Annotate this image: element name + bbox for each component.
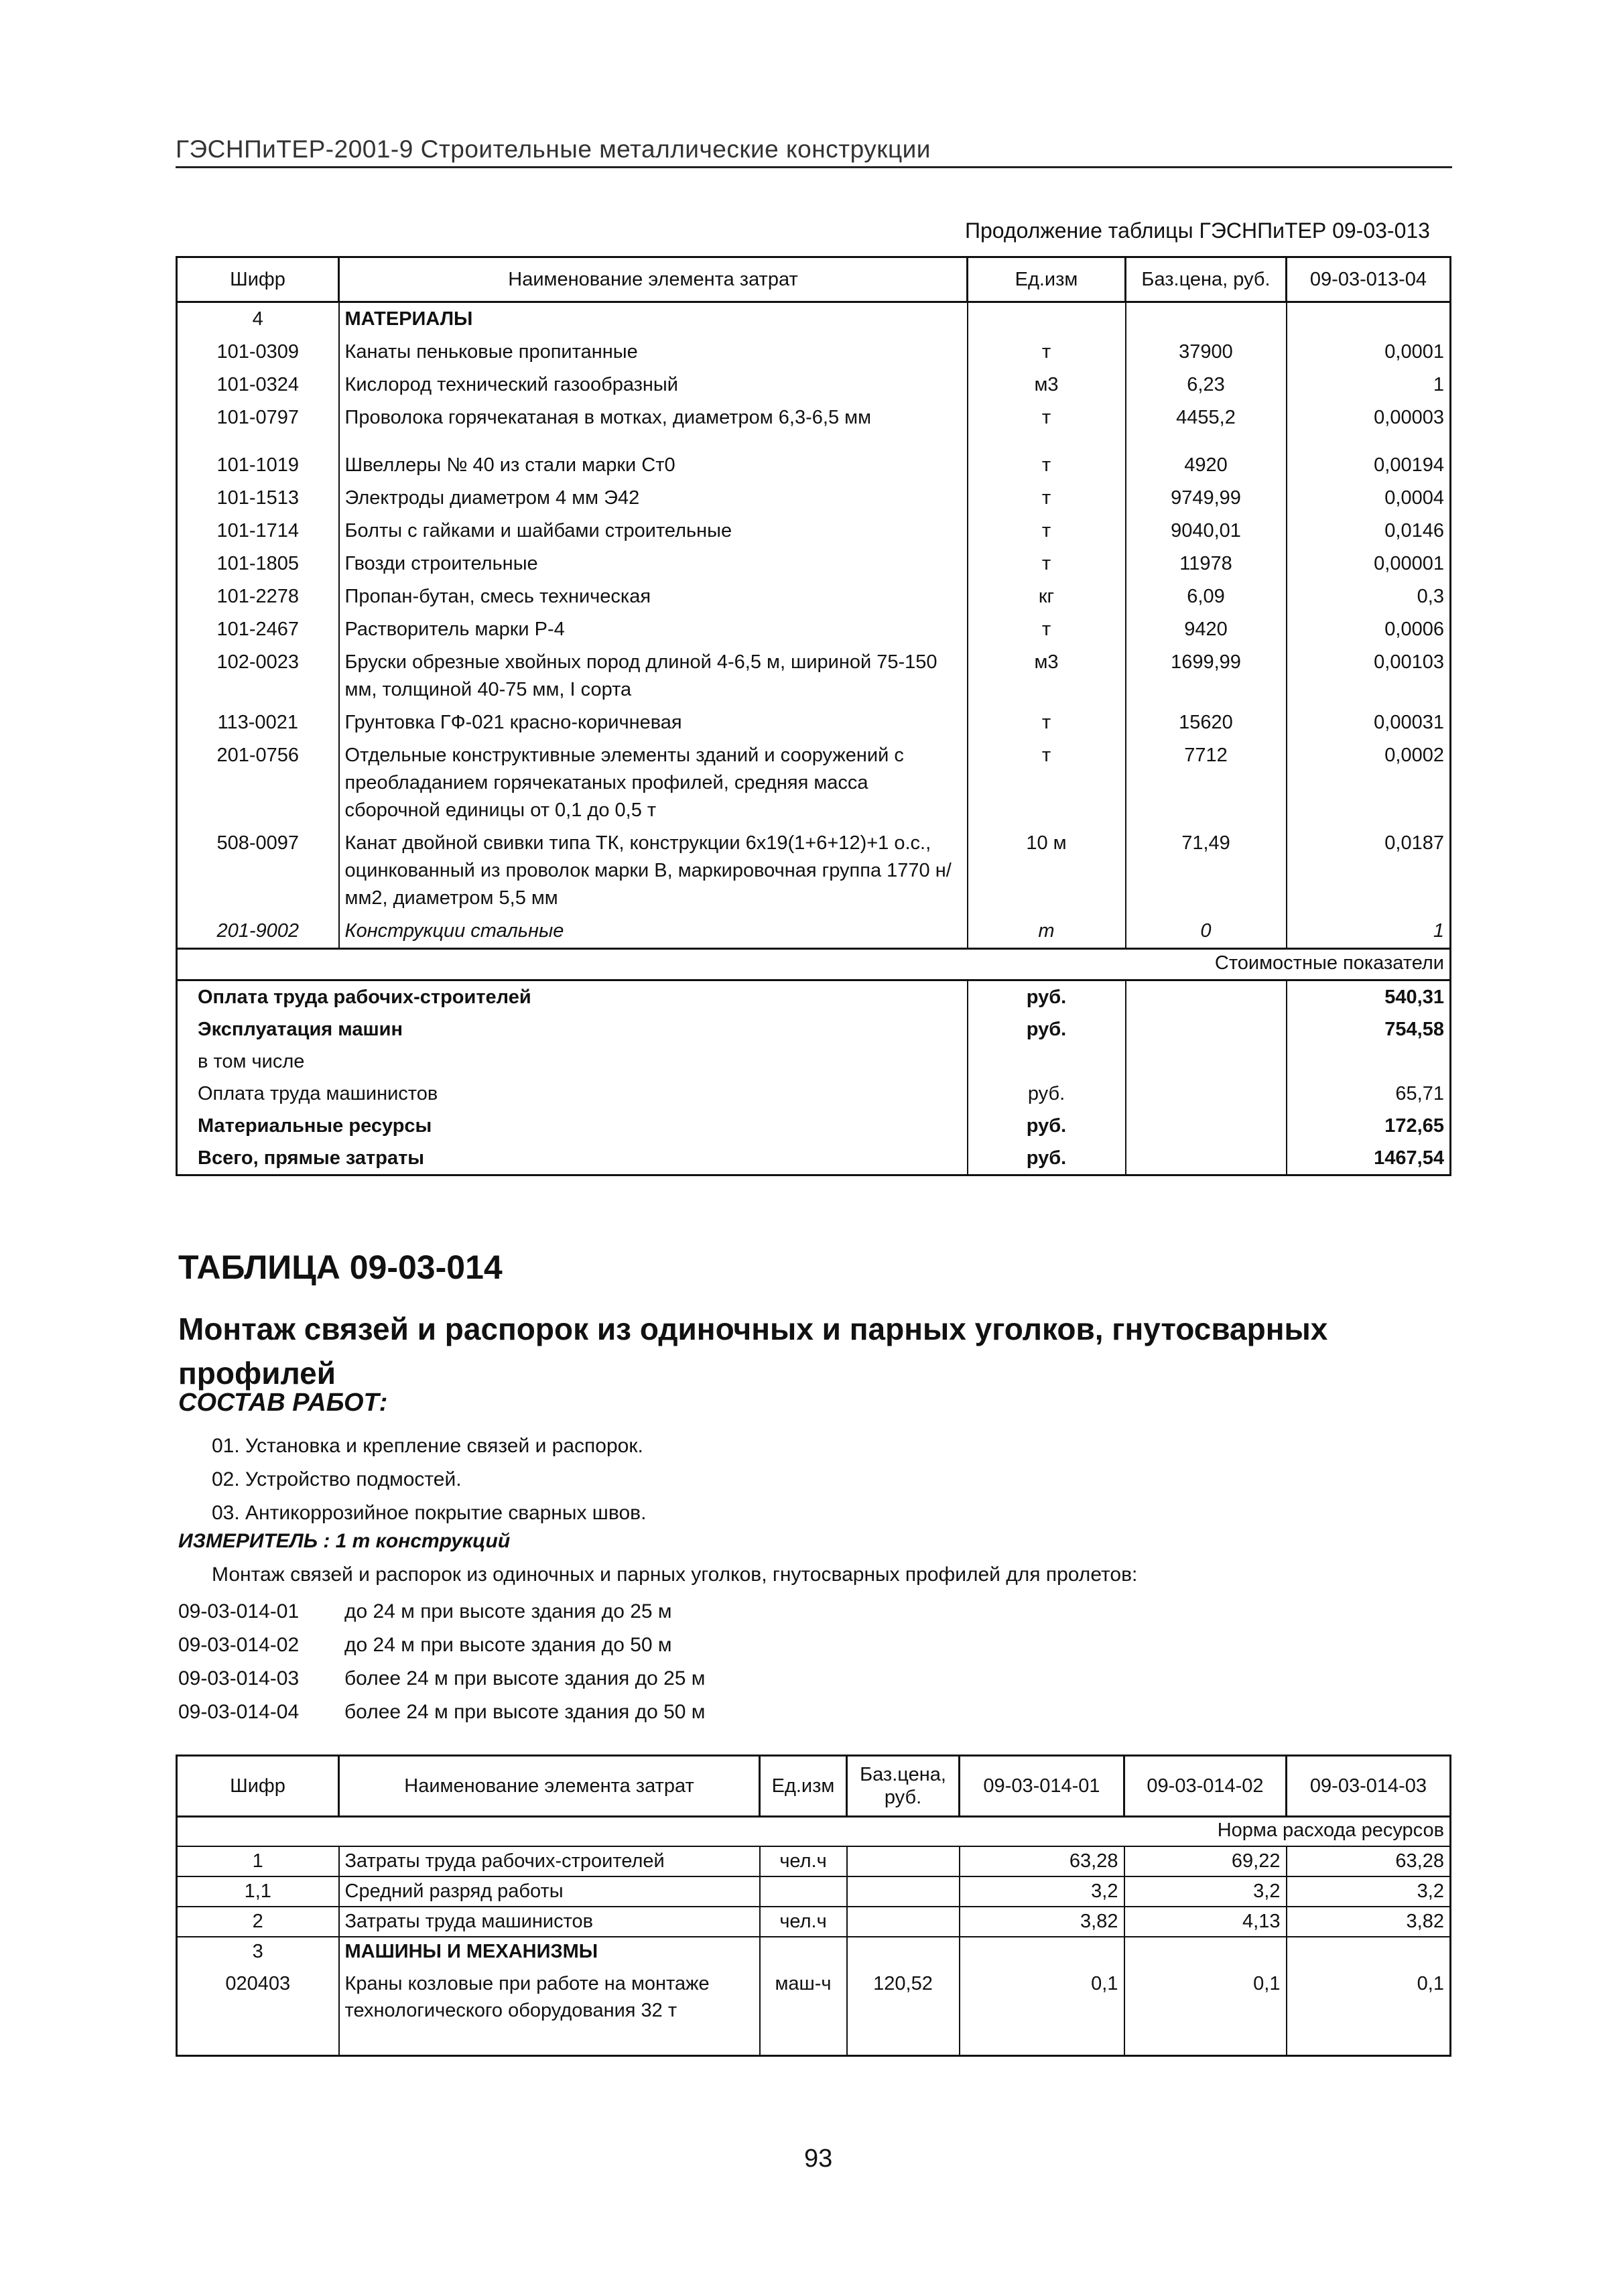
- value-cell: 3,2: [1124, 1876, 1287, 1907]
- value-cell: 3,82: [1287, 1907, 1451, 1937]
- price-cell: 9040,01: [1126, 515, 1287, 548]
- cost-unit: руб.: [968, 1013, 1126, 1045]
- price-cell: [1126, 302, 1287, 336]
- code-cell: 101-2467: [177, 613, 339, 646]
- table-row: [177, 613, 1451, 646]
- unit-cell: м3: [968, 369, 1126, 401]
- unit-cell: т: [968, 401, 1126, 434]
- code-cell: 101-1714: [177, 515, 339, 548]
- column-header: Баз.цена, руб.: [847, 1756, 960, 1817]
- cost-row: [177, 1142, 1451, 1175]
- cost-value: 172,65: [1287, 1110, 1451, 1142]
- intro-text: Монтаж связей и распорок из одиночных и парных уголков, гнутосварных профилей для пролетов:: [212, 1564, 1138, 1586]
- price-cell: 6,09: [1126, 580, 1287, 613]
- table-row: [177, 915, 1451, 949]
- column-header: 09-03-014-03: [1287, 1756, 1451, 1817]
- column-header: Баз.цена, руб.: [1126, 257, 1287, 302]
- code-cell: 101-0309: [177, 336, 339, 369]
- variant-code: 09-03-014-04: [178, 1701, 300, 1723]
- cost-row: [177, 1013, 1451, 1045]
- value-cell: 3,2: [1287, 1876, 1451, 1907]
- unit-cell: т: [968, 915, 1126, 949]
- cost-unit: руб.: [968, 1110, 1126, 1142]
- table-row: [177, 515, 1451, 548]
- continuation-caption: Продолжение таблицы ГЭСНПиТЕР 09-03-013: [965, 218, 1430, 243]
- value-cell: [960, 1937, 1124, 1966]
- variant-text: более 24 м при высоте здания до 50 м: [344, 1701, 706, 1723]
- cost-label: Материальные ресурсы: [177, 1110, 968, 1142]
- cost-value: [1287, 1045, 1451, 1078]
- table-row: [177, 1876, 1451, 1907]
- name-cell: Конструкции стальные: [339, 915, 968, 949]
- price-cell: 4455,2: [1126, 401, 1287, 434]
- table-row: [177, 401, 1451, 434]
- code-cell: 1,1: [177, 1876, 339, 1907]
- table-row: [177, 548, 1451, 580]
- name-cell: Кислород технический газообразный: [339, 369, 968, 401]
- cost-label: Эксплуатация машин: [177, 1013, 968, 1045]
- table-row: [177, 1846, 1451, 1876]
- table-header-row: [177, 1756, 1451, 1817]
- name-cell: Затраты труда рабочих-строителей: [339, 1846, 760, 1876]
- list-item: [178, 1629, 705, 1662]
- table-row: [177, 1907, 1451, 1937]
- cost-unit: руб.: [968, 980, 1126, 1014]
- cost-value: 540,31: [1287, 980, 1451, 1014]
- value-cell: 0,1: [1124, 1966, 1287, 2056]
- name-cell: Пропан-бутан, смесь техническая: [339, 580, 968, 613]
- value-cell: 3,2: [960, 1876, 1124, 1907]
- code-cell: 101-0797: [177, 401, 339, 434]
- unit-cell: маш-ч: [760, 1966, 847, 2056]
- cost-row: [177, 1110, 1451, 1142]
- column-header: Ед.изм: [968, 257, 1126, 302]
- name-cell: Электроды диаметром 4 мм Э42: [339, 482, 968, 515]
- list-item: [178, 1662, 705, 1696]
- price-cell: 11978: [1126, 548, 1287, 580]
- column-header: Ед.изм: [760, 1756, 847, 1817]
- name-cell: Проволока горячекатаная в мотках, диаметром 6,3-6,5 мм: [339, 401, 968, 434]
- name-cell: Грунтовка ГФ-021 красно-коричневая: [339, 706, 968, 739]
- cost-row: [177, 1045, 1451, 1078]
- value-cell: 0,0146: [1287, 515, 1451, 548]
- work-list: [212, 1429, 646, 1530]
- table-title: ТАБЛИЦА 09-03-014: [178, 1249, 503, 1286]
- name-cell: Бруски обрезные хвойных пород длиной 4-6,5 м, шириной 75-150 мм, толщиной 40-75 мм, I сорта: [339, 646, 968, 706]
- value-cell: 0,0002: [1287, 739, 1451, 827]
- table-row: [177, 706, 1451, 739]
- unit-cell: [760, 1937, 847, 1966]
- code-cell: 101-1805: [177, 548, 339, 580]
- list-item: 03. Антикоррозийное покрытие сварных швов.: [212, 1502, 647, 1524]
- variant-text: до 24 м при высоте здания до 50 м: [344, 1634, 672, 1656]
- name-cell: МАТЕРИАЛЫ: [339, 302, 968, 336]
- code-cell: 4: [177, 302, 339, 336]
- value-cell: 69,22: [1124, 1846, 1287, 1876]
- variant-text: до 24 м при высоте здания до 25 м: [344, 1600, 672, 1622]
- variant-code: 09-03-014-02: [178, 1634, 300, 1656]
- column-header: Наименование элемента затрат: [339, 257, 968, 302]
- price-cell: [847, 1846, 960, 1876]
- unit-cell: [760, 1876, 847, 1907]
- value-cell: 63,28: [960, 1846, 1124, 1876]
- value-cell: [1124, 1937, 1287, 1966]
- price-cell: 6,23: [1126, 369, 1287, 401]
- unit-cell: т: [968, 739, 1126, 827]
- cost-label: Оплата труда машинистов: [177, 1078, 968, 1110]
- value-cell: 0,00031: [1287, 706, 1451, 739]
- cost-unit: руб.: [968, 1078, 1126, 1110]
- table-row: [177, 482, 1451, 515]
- price-cell: 4920: [1126, 449, 1287, 482]
- cost-label: Оплата труда рабочих-строителей: [177, 980, 968, 1014]
- value-cell: 3,82: [960, 1907, 1124, 1937]
- variant-text: более 24 м при высоте здания до 25 м: [344, 1667, 706, 1689]
- unit-cell: т: [968, 706, 1126, 739]
- cost-label: в том числе: [177, 1045, 968, 1078]
- price-cell: [847, 1907, 960, 1937]
- name-cell: Канаты пеньковые пропитанные: [339, 336, 968, 369]
- name-cell: МАШИНЫ И МЕХАНИЗМЫ: [339, 1937, 760, 1966]
- code-cell: 113-0021: [177, 706, 339, 739]
- price-cell: 7712: [1126, 739, 1287, 827]
- value-cell: 0,0006: [1287, 613, 1451, 646]
- norm-header: Норма расхода ресурсов: [177, 1817, 1451, 1847]
- table-row: [177, 336, 1451, 369]
- variant-list: [178, 1595, 705, 1729]
- table-row: [177, 1937, 1451, 1966]
- table-row: [177, 369, 1451, 401]
- unit-cell: 10 м: [968, 827, 1126, 915]
- code-cell: 101-1019: [177, 449, 339, 482]
- price-cell: 37900: [1126, 336, 1287, 369]
- name-cell: Краны козловые при работе на монтаже технологического оборудования 32 т: [339, 1966, 760, 2056]
- section-title: Монтаж связей и распорок из одиночных и парных уголков, гнутосварных профилей: [178, 1312, 1328, 1391]
- cost-value: 1467,54: [1287, 1142, 1451, 1175]
- cost-header: Стоимостные показатели: [177, 949, 1451, 980]
- value-cell: 0,0004: [1287, 482, 1451, 515]
- column-header: Наименование элемента затрат: [339, 1756, 760, 1817]
- cost-row: [177, 1078, 1451, 1110]
- price-cell: 71,49: [1126, 827, 1287, 915]
- code-cell: 101-2278: [177, 580, 339, 613]
- column-header: 09-03-013-04: [1287, 257, 1451, 302]
- code-cell: 2: [177, 1907, 339, 1937]
- unit-cell: м3: [968, 646, 1126, 706]
- table-row: [177, 302, 1451, 336]
- code-cell: 201-9002: [177, 915, 339, 949]
- value-cell: [1287, 302, 1451, 336]
- unit-cell: т: [968, 613, 1126, 646]
- list-item: [178, 1595, 705, 1629]
- unit-cell: т: [968, 548, 1126, 580]
- code-cell: 508-0097: [177, 827, 339, 915]
- table-row: [177, 580, 1451, 613]
- column-header: Шифр: [177, 257, 339, 302]
- cost-row: [177, 980, 1451, 1014]
- name-cell: Болты с гайками и шайбами строительные: [339, 515, 968, 548]
- value-cell: 0,1: [960, 1966, 1124, 2056]
- cost-value: 754,58: [1287, 1013, 1451, 1045]
- cost-value: 65,71: [1287, 1078, 1451, 1110]
- table-row: [177, 827, 1451, 915]
- code-cell: 102-0023: [177, 646, 339, 706]
- value-cell: [1287, 1937, 1451, 1966]
- code-cell: 3: [177, 1937, 339, 1966]
- price-cell: 0: [1126, 915, 1287, 949]
- measure-unit: ИЗМЕРИТЕЛЬ : 1 т конструкций: [178, 1530, 511, 1552]
- value-cell: 0,1: [1287, 1966, 1451, 2056]
- unit-cell: т: [968, 515, 1126, 548]
- variant-code: 09-03-014-03: [178, 1667, 300, 1689]
- column-header: 09-03-014-02: [1124, 1756, 1287, 1817]
- table-row: [177, 739, 1451, 827]
- table-row: [177, 449, 1451, 482]
- name-cell: Гвозди строительные: [339, 548, 968, 580]
- price-cell: [847, 1937, 960, 1966]
- resource-table-09-03-014: [176, 1755, 1451, 2057]
- name-cell: Канат двойной свивки типа ТК, конструкции 6х19(1+6+12)+1 о.с., оцинкованный из проволок марки В, маркировочная группа 1770 н/мм2, диаметром 5,5 мм: [339, 827, 968, 915]
- list-item: 01. Установка и крепление связей и распорок.: [212, 1435, 643, 1457]
- unit-cell: [968, 302, 1126, 336]
- value-cell: 0,3: [1287, 580, 1451, 613]
- cost-label: Всего, прямые затраты: [177, 1142, 968, 1175]
- value-cell: 0,00194: [1287, 449, 1451, 482]
- unit-cell: кг: [968, 580, 1126, 613]
- column-header: 09-03-014-01: [960, 1756, 1124, 1817]
- norm-header-row: [177, 1817, 1451, 1847]
- resource-table-09-03-013: [176, 256, 1451, 1176]
- cost-unit: [968, 1045, 1126, 1078]
- value-cell: 63,28: [1287, 1846, 1451, 1876]
- code-cell: 101-1513: [177, 482, 339, 515]
- name-cell: Швеллеры № 40 из стали марки Ст0: [339, 449, 968, 482]
- table-header-row: [177, 257, 1451, 302]
- value-cell: 0,00003: [1287, 401, 1451, 434]
- table-row: [177, 646, 1451, 706]
- price-cell: 9420: [1126, 613, 1287, 646]
- value-cell: 0,0001: [1287, 336, 1451, 369]
- code-cell: 201-0756: [177, 739, 339, 827]
- header-rule: [176, 166, 1452, 168]
- spacer-row: [177, 434, 1451, 449]
- cost-unit: руб.: [968, 1142, 1126, 1175]
- price-cell: 120,52: [847, 1966, 960, 2056]
- list-item: 02. Устройство подмостей.: [212, 1468, 462, 1490]
- unit-cell: чел.ч: [760, 1907, 847, 1937]
- price-cell: 9749,99: [1126, 482, 1287, 515]
- value-cell: 0,00001: [1287, 548, 1451, 580]
- table-row: [177, 1966, 1451, 2056]
- value-cell: 0,0187: [1287, 827, 1451, 915]
- unit-cell: т: [968, 336, 1126, 369]
- name-cell: Средний разряд работы: [339, 1876, 760, 1907]
- price-cell: 1699,99: [1126, 646, 1287, 706]
- code-cell: 020403: [177, 1966, 339, 2056]
- price-cell: 15620: [1126, 706, 1287, 739]
- value-cell: 4,13: [1124, 1907, 1287, 1937]
- code-cell: 101-0324: [177, 369, 339, 401]
- cost-header-row: [177, 949, 1451, 980]
- price-cell: [847, 1876, 960, 1907]
- code-cell: 1: [177, 1846, 339, 1876]
- unit-cell: т: [968, 449, 1126, 482]
- unit-cell: чел.ч: [760, 1846, 847, 1876]
- work-composition-heading: СОСТАВ РАБОТ:: [178, 1389, 388, 1417]
- variant-code: 09-03-014-01: [178, 1600, 300, 1622]
- value-cell: 1: [1287, 915, 1451, 949]
- name-cell: Отдельные конструктивные элементы зданий и сооружений с преобладанием горячекатаных профилей, средняя масса сборочной единицы от 0,1 до 0,5 т: [339, 739, 968, 827]
- column-header: Шифр: [177, 1756, 339, 1817]
- name-cell: Растворитель марки Р-4: [339, 613, 968, 646]
- unit-cell: т: [968, 482, 1126, 515]
- value-cell: 1: [1287, 369, 1451, 401]
- list-item: [178, 1696, 705, 1729]
- name-cell: Затраты труда машинистов: [339, 1907, 760, 1937]
- running-header: ГЭСНПиТЕР-2001-9 Строительные металлические конструкции: [176, 135, 931, 163]
- page-number: 93: [804, 2145, 833, 2173]
- value-cell: 0,00103: [1287, 646, 1451, 706]
